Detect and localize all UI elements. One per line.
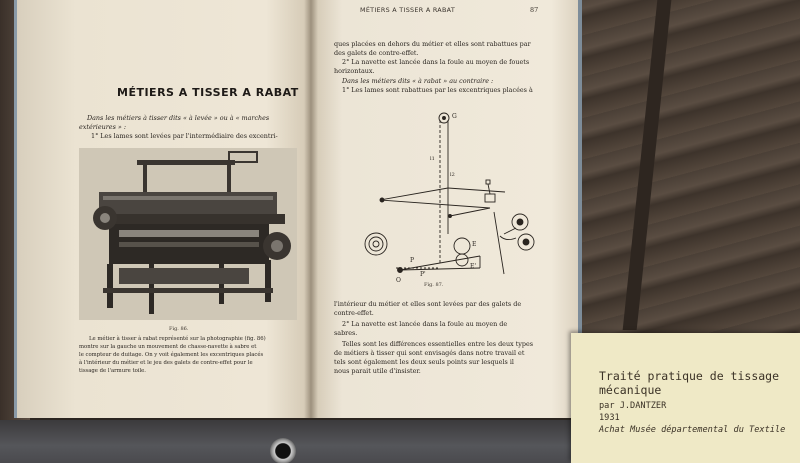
text-line: sabres. bbox=[334, 329, 358, 337]
loom-photograph bbox=[79, 148, 297, 320]
text-line: 1° Les lames sont rabattues par les excentriques placées à bbox=[342, 86, 533, 94]
label-e-prime: E' bbox=[470, 263, 477, 270]
figure-number: Fig. 87. bbox=[424, 282, 444, 288]
text-line: horizontaux. bbox=[334, 67, 375, 75]
label-g: G bbox=[452, 113, 457, 120]
text-line: tels sont également les deux seuls points sur lesquels il bbox=[334, 358, 514, 366]
label-acquisition: Achat Musée départemental du Textile bbox=[599, 425, 786, 435]
page-number: 87 bbox=[530, 6, 539, 14]
intro-text: Dans les métiers à tisser dits « à levée » ou à « marches bbox=[87, 114, 270, 122]
label-l2: l2 bbox=[450, 172, 455, 178]
label-author: par J.DANTZER bbox=[599, 401, 667, 411]
caption-line: Le métier à tisser à rabat représenté sur la photographie (fig. 86) bbox=[89, 336, 266, 342]
museum-label bbox=[571, 333, 800, 463]
caption-line: montre sur la gauche un mouvement de chasse-navette à sabre et bbox=[79, 344, 257, 350]
text-line: contre-effet. bbox=[334, 309, 374, 317]
label-title-cont: mécanique bbox=[599, 383, 662, 397]
text-line: des galets de contre-effet. bbox=[334, 49, 419, 57]
intro-text-cont: extérieures » : bbox=[79, 123, 126, 131]
label-l1: l1 bbox=[430, 156, 435, 162]
open-book bbox=[14, 0, 582, 420]
label-year: 1931 bbox=[599, 413, 620, 423]
left-page bbox=[14, 0, 310, 418]
text-line: Telles sont les différences essentielles entre les deux types bbox=[342, 340, 534, 348]
text-line: Dans les métiers dits « à rabat » au contraire : bbox=[342, 77, 494, 85]
label-title: Traité pratique de tissage bbox=[599, 369, 780, 383]
case-lock-icon bbox=[270, 438, 296, 463]
text-line: ques placées en dehors du métier et elles sont rabattues par bbox=[334, 40, 531, 48]
running-header: MÉTIERS A TISSER A RABAT bbox=[360, 6, 456, 14]
label-p: P bbox=[410, 257, 415, 264]
text-line: de métiers à tisser qui sont envisagés dans notre travail et bbox=[334, 349, 525, 357]
book-gutter bbox=[304, 0, 318, 418]
label-p-prime: P' bbox=[420, 271, 426, 278]
text-line: nous parait utile d'insister. bbox=[334, 367, 421, 375]
caption-line: tissage de l'armure toile. bbox=[79, 368, 146, 374]
label-e: E bbox=[472, 241, 477, 248]
caption-line: à l'intérieur du métier et le jeu des galets de contre-effet pour le bbox=[79, 360, 253, 366]
figure-number: Fig. 86. bbox=[169, 326, 189, 332]
label-o: O bbox=[396, 277, 401, 284]
loom-mechanism-diagram bbox=[340, 104, 560, 294]
page-title: MÉTIERS A TISSER A RABAT bbox=[117, 86, 299, 99]
caption-line: le compteur de duitage. On y voit également les excentriques placés bbox=[79, 352, 264, 358]
paragraph-line: 1° Les lames sont levées par l'intermédiaire des excentri- bbox=[91, 132, 278, 140]
text-line: l'intérieur du métier et elles sont levées par des galets de bbox=[334, 300, 522, 308]
wooden-wall bbox=[560, 0, 800, 340]
text-line: 2° La navette est lancée dans la foule au moyen de fouets bbox=[342, 58, 530, 66]
text-line: 2° La navette est lancée dans la foule au moyen de bbox=[342, 320, 508, 328]
right-page bbox=[310, 0, 582, 418]
